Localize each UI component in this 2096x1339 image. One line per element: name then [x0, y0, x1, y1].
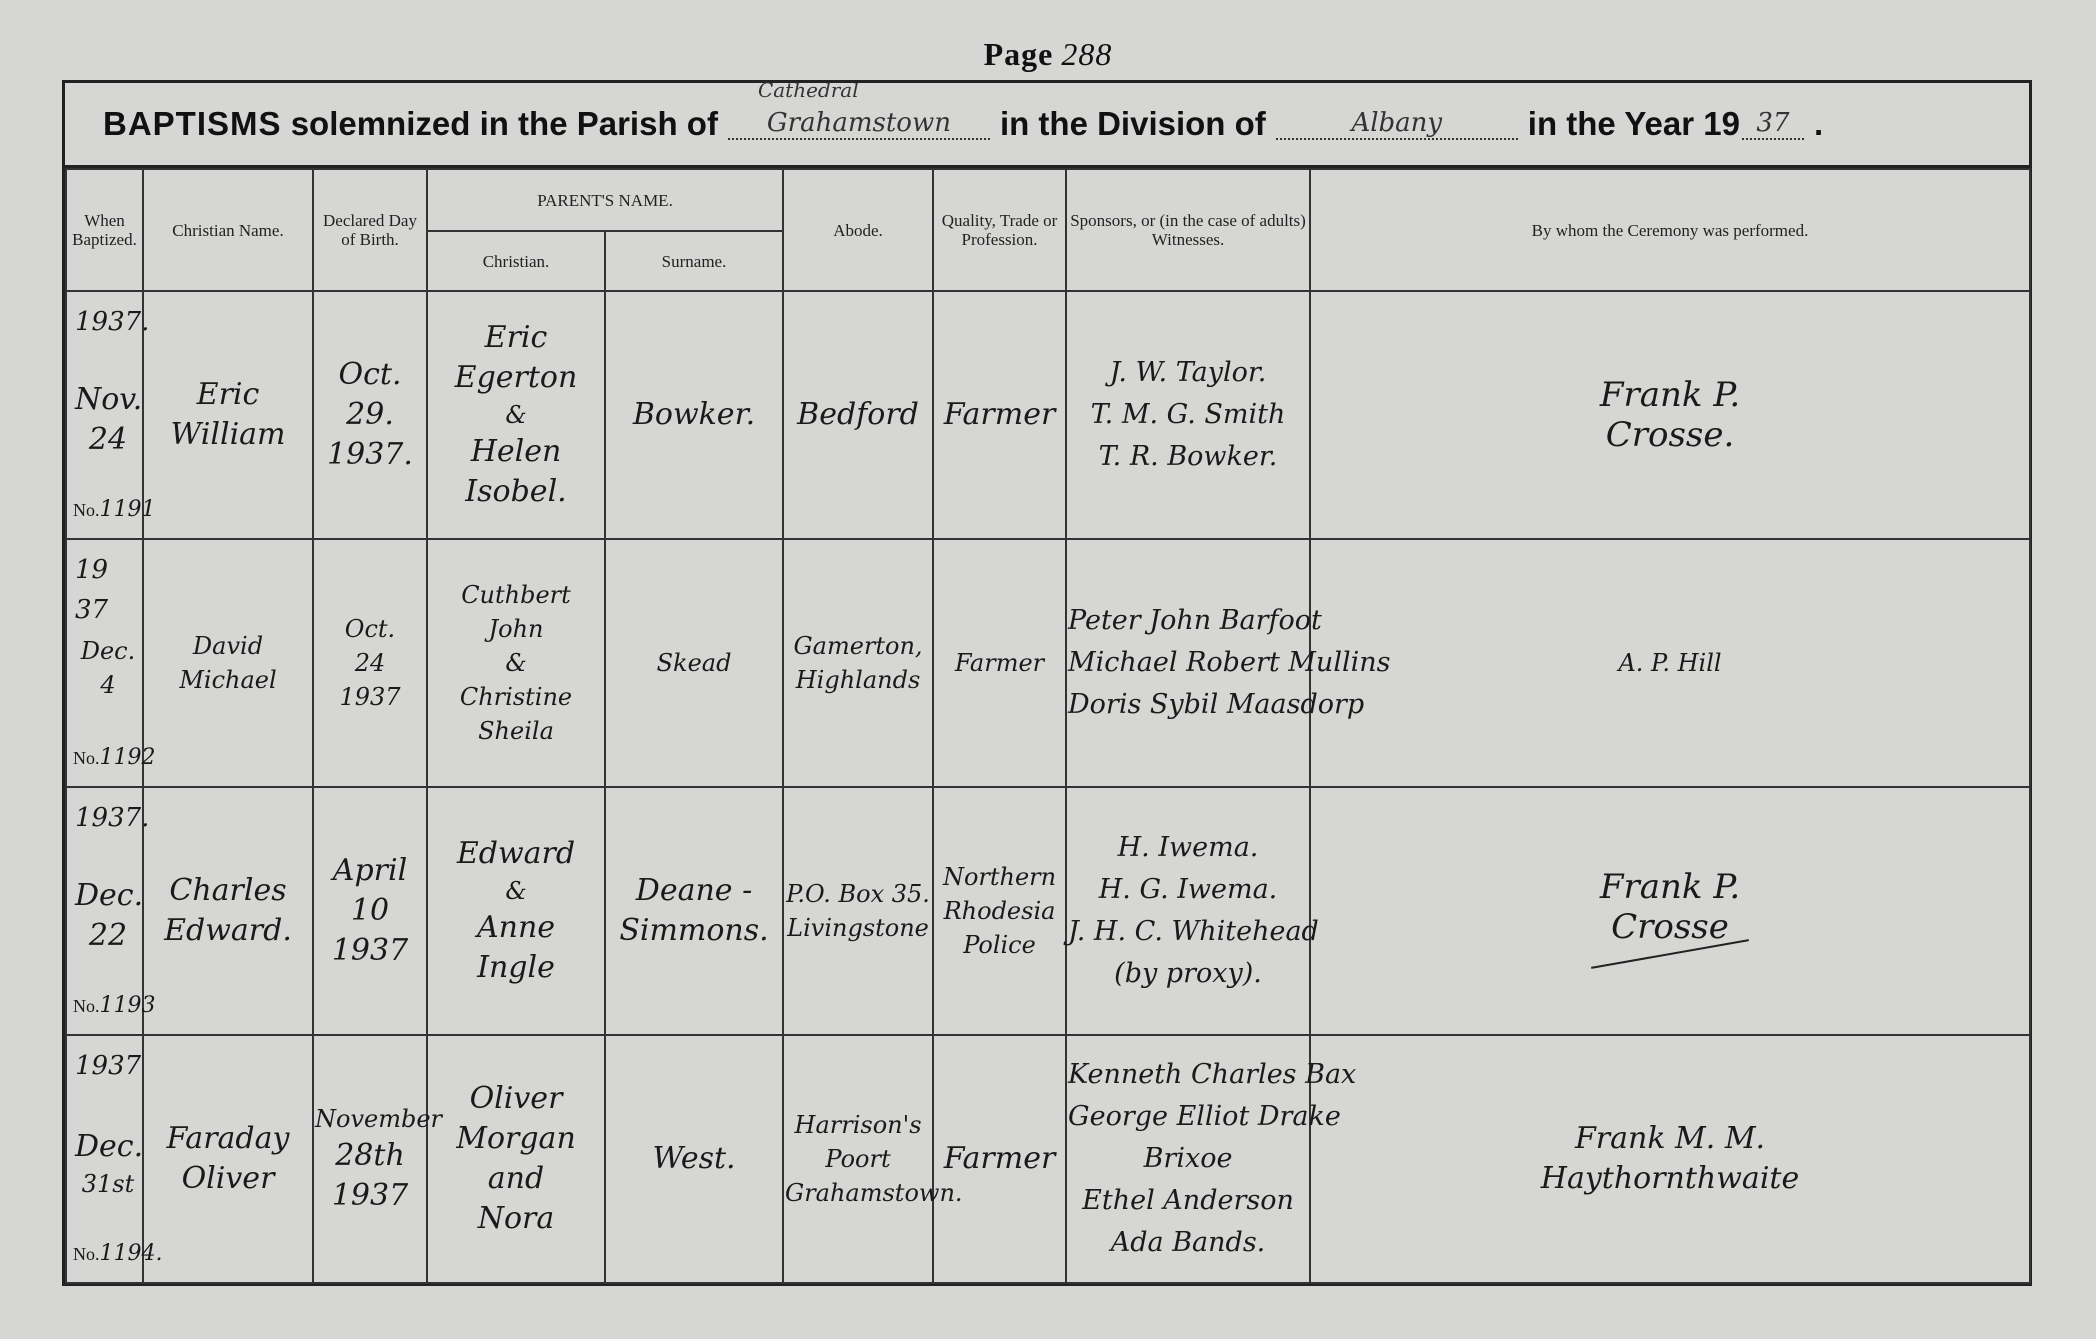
entry-date: Dec. 4 — [80, 637, 136, 699]
division-value: Albany — [1276, 108, 1518, 140]
table-row — [66, 291, 2030, 539]
page-number-value: 288 — [1061, 36, 1113, 72]
col-abode: Abode. — [783, 169, 933, 291]
parish-label: solemnized in the Parish of — [290, 105, 718, 142]
cell-officiant: A. P. Hill — [1310, 539, 2030, 787]
col-sponsors: Sponsors, or (in the case of adults) Witnesses. — [1066, 169, 1310, 291]
baptism-register — [62, 80, 2032, 1286]
cell-christian-name: Eric William — [143, 291, 313, 539]
entry-number: No.1192 — [73, 745, 156, 770]
cell-officiant: Frank P. Crosse. — [1310, 291, 2030, 539]
division-label: in the Division of — [999, 105, 1266, 142]
cell-officiant: Frank M. M. Haythornthwaite — [1310, 1035, 2030, 1283]
entry-date: Nov. 24 — [75, 382, 143, 457]
cell-christian-name: Charles Edward. — [143, 787, 313, 1035]
cell-birth: November 28th 1937 — [313, 1035, 427, 1283]
col-parent-christian: Christian. — [427, 231, 605, 291]
cell-parent-christian: Edward & Anne Ingle — [427, 787, 605, 1035]
cell-birth: April 10 1937 — [313, 787, 427, 1035]
parish-superscript: Cathedral — [757, 78, 859, 102]
baptisms-title: BAPTISMS — [103, 105, 282, 142]
register-heading — [65, 78, 2029, 168]
col-declared-birth: Declared Day of Birth. — [313, 169, 427, 291]
entry-number: No.1191 — [73, 497, 156, 522]
cell-parent-christian: Cuthbert John & Christine Sheila — [427, 539, 605, 787]
cell-profession: Farmer — [933, 291, 1066, 539]
cell-officiant: Frank P. Crosse — [1310, 787, 2030, 1035]
cell-sponsors: H. Iwema. H. G. Iwema. J. H. C. Whitehead (by proxy). — [1066, 787, 1310, 1035]
year-label: in the Year 19 — [1527, 105, 1740, 142]
table-row — [66, 787, 2030, 1035]
cell-birth: Oct. 29. 1937. — [313, 291, 427, 539]
cell-abode: Gamerton, Highlands — [783, 539, 933, 787]
cell-when — [66, 291, 156, 539]
entry-date: Dec. 31st — [75, 1129, 144, 1198]
column-header-row — [66, 169, 2030, 231]
cell-sponsors: Kenneth Charles Bax George Elliot Drake Brixoe Ethel Anderson Ada Bands. — [1066, 1035, 1310, 1283]
col-officiant: By whom the Ceremony was performed. — [1310, 169, 2030, 291]
cell-surname: Bowker. — [605, 291, 783, 539]
entry-date: Dec. 22 — [75, 878, 144, 953]
col-parents-name: PARENT'S NAME. — [427, 169, 783, 231]
cell-parent-christian: Oliver Morgan and Nora — [427, 1035, 605, 1283]
cell-when — [66, 787, 156, 1035]
entry-number: No.1194. — [73, 1241, 163, 1266]
entry-year: 19 37 — [75, 555, 109, 625]
cell-profession: Farmer — [933, 539, 1066, 787]
parish-value: Grahamstown — [766, 108, 951, 138]
cell-when — [66, 1035, 163, 1283]
parish-field — [728, 78, 990, 140]
cell-surname: West. — [605, 1035, 783, 1283]
page-label: Page — [983, 36, 1054, 72]
cell-abode: P.O. Box 35. Livingstone — [783, 787, 933, 1035]
year-end: . — [1813, 105, 1824, 142]
col-profession: Quality, Trade or Profession. — [933, 169, 1066, 291]
page-number — [0, 36, 2096, 73]
col-parent-surname: Surname. — [605, 231, 783, 291]
table-row — [66, 539, 2030, 787]
cell-when — [66, 539, 156, 787]
table-row — [66, 1035, 2030, 1283]
cell-christian-name: David Michael — [143, 539, 313, 787]
cell-profession: Farmer — [933, 1035, 1066, 1283]
cell-surname: Skead — [605, 539, 783, 787]
cell-birth: Oct. 24 1937 — [313, 539, 427, 787]
cell-profession: Northern Rhodesia Police — [933, 787, 1066, 1035]
col-when-baptized: When Baptized. — [66, 169, 143, 291]
col-christian-name: Christian Name. — [143, 169, 313, 291]
year-value: 37 — [1742, 108, 1804, 140]
cell-sponsors: J. W. Taylor. T. M. G. Smith T. R. Bowker. — [1066, 291, 1310, 539]
cell-christian-name: Faraday Oliver — [143, 1035, 313, 1283]
cell-abode: Bedford — [783, 291, 933, 539]
cell-surname: Deane - Simmons. — [605, 787, 783, 1035]
entry-year: 1937. — [75, 307, 150, 337]
entry-year: 1937 — [75, 1051, 142, 1081]
cell-sponsors: Peter John Barfoot Michael Robert Mullins Doris Sybil Maasdorp — [1066, 539, 1310, 787]
entry-number: No.1193 — [73, 993, 156, 1018]
entry-year: 1937. — [75, 803, 150, 833]
cell-parent-christian: Eric Egerton & Helen Isobel. — [427, 291, 605, 539]
entries-table — [65, 168, 2031, 1284]
cell-abode: Harrison's Poort Grahamstown. — [783, 1035, 933, 1283]
